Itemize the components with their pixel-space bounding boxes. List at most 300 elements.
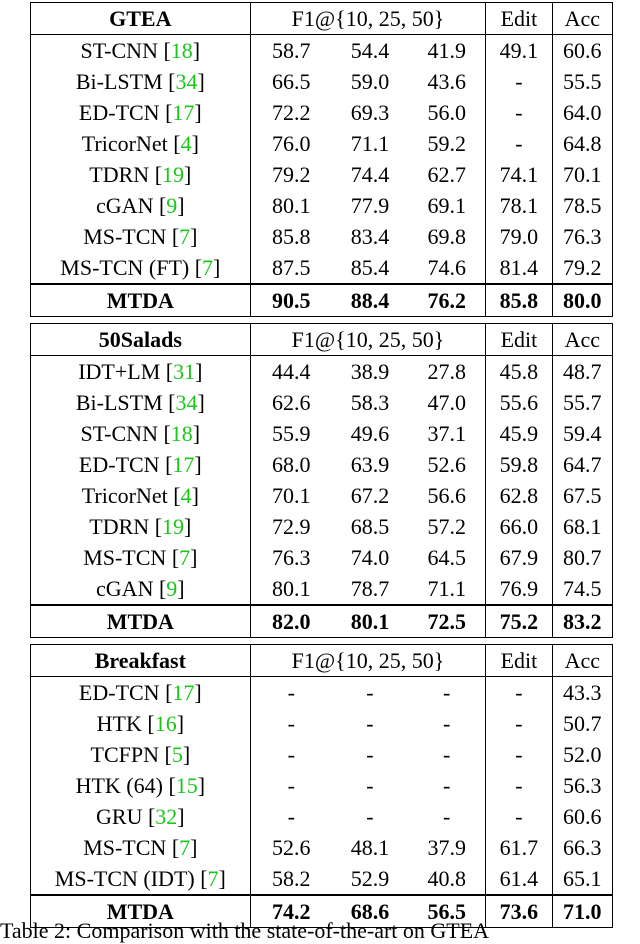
f1-10-cell: 55.9 — [250, 418, 332, 449]
citation-link[interactable]: 34 — [175, 390, 198, 415]
f1-50-cell: 69.8 — [427, 224, 466, 249]
bracket-close: ] — [177, 193, 185, 218]
table-row — [31, 770, 613, 801]
f1-10-cell: 70.1 — [250, 480, 332, 511]
table-row — [31, 739, 613, 770]
f1-25-cell: - — [366, 804, 374, 829]
edit-cell: 79.0 — [486, 221, 552, 252]
acc-cell: 66.3 — [552, 832, 612, 863]
citation-link[interactable]: 16 — [154, 711, 177, 736]
bracket-close: ] — [191, 483, 199, 508]
f1-10-cell: 74.2 — [250, 895, 332, 928]
table-row — [31, 708, 613, 739]
edit-cell: - — [486, 677, 552, 709]
method-cell — [31, 863, 251, 895]
section-header-row — [31, 3, 613, 35]
f1-10-cell: 52.6 — [250, 832, 332, 863]
table-row — [31, 573, 613, 605]
separator-cell — [552, 638, 612, 645]
bracket-open: [ — [159, 452, 173, 477]
acc-cell: 68.1 — [552, 511, 612, 542]
edit-cell: 61.7 — [486, 832, 552, 863]
bracket-close: ] — [176, 711, 185, 736]
table-row — [31, 97, 613, 128]
bracket-close: ] — [194, 100, 202, 125]
method-name: TDRN — [89, 162, 150, 187]
method-name: ED-TCN — [78, 680, 160, 705]
edit-cell: - — [486, 770, 552, 801]
method-name: Bi-LSTM — [75, 69, 163, 94]
bracket-close: ] — [194, 680, 202, 705]
method-cell — [31, 739, 251, 770]
bracket-close: ] — [184, 162, 192, 187]
bracket-close: ] — [194, 452, 202, 477]
method-name: Bi-LSTM — [75, 390, 163, 415]
bracket-close: ] — [190, 224, 198, 249]
acc-cell: 76.3 — [552, 221, 612, 252]
edit-cell: 66.0 — [486, 511, 552, 542]
f1-25-cell: 48.1 — [350, 835, 390, 860]
acc-cell: 83.2 — [552, 605, 612, 638]
bracket-open: [ — [160, 359, 174, 384]
bracket-open: [ — [142, 804, 156, 829]
f1-50-cell: 37.9 — [427, 835, 466, 860]
acc-cell: 64.8 — [552, 128, 612, 159]
bracket-open: [ — [166, 545, 180, 570]
bracket-open: [ — [166, 224, 180, 249]
f1-header: F1@{10, 25, 50} — [250, 324, 486, 356]
proposed-method-row — [31, 284, 613, 317]
bracket-close: ] — [218, 866, 226, 891]
method-name: MS-TCN — [83, 545, 167, 570]
table-row — [31, 66, 613, 97]
citation-link[interactable]: 15 — [175, 773, 198, 798]
acc-cell: 78.5 — [552, 190, 612, 221]
f1-25-cell: 77.9 — [350, 193, 390, 218]
f1-header: F1@{10, 25, 50} — [250, 3, 486, 35]
edit-cell: 75.2 — [486, 605, 552, 638]
method-cell — [31, 573, 251, 605]
acc-cell: 80.0 — [552, 284, 612, 317]
method-cell — [31, 770, 251, 801]
bracket-open: [ — [157, 421, 171, 446]
bracket-close: ] — [191, 131, 199, 156]
edit-cell: - — [486, 128, 552, 159]
edit-cell: 45.8 — [486, 356, 552, 388]
separator-cell — [250, 317, 332, 324]
citation-link[interactable]: 17 — [172, 680, 195, 705]
citation-link[interactable]: 4 — [180, 131, 192, 156]
f1-50-cell: 52.6 — [427, 452, 466, 477]
f1-50-cell: 74.6 — [427, 255, 466, 280]
f1-25-cell: 85.4 — [350, 255, 390, 280]
method-cell — [31, 35, 251, 67]
edit-cell: 49.1 — [486, 35, 552, 67]
table-row — [31, 511, 613, 542]
citation-link[interactable]: 5 — [171, 742, 183, 767]
bracket-open: [ — [141, 711, 155, 736]
method-cell — [31, 66, 251, 97]
f1-25-cell: 68.5 — [350, 514, 390, 539]
f1-50-cell: - — [443, 711, 451, 736]
citation-link[interactable]: 17 — [172, 452, 195, 477]
section-separator — [31, 638, 613, 645]
edit-cell: - — [486, 739, 552, 770]
f1-25-cell: 54.4 — [350, 38, 390, 63]
acc-header: Acc — [552, 645, 612, 677]
citation-link[interactable]: 32 — [155, 804, 178, 829]
f1-10-cell: 72.9 — [250, 511, 332, 542]
bracket-open: [ — [153, 576, 167, 601]
f1-10-cell: 76.0 — [250, 128, 332, 159]
f1-50-cell: 43.6 — [427, 69, 466, 94]
method-name: cGAN — [96, 193, 154, 218]
method-cell — [31, 832, 251, 863]
f1-10-cell: 66.5 — [250, 66, 332, 97]
bracket-close: ] — [177, 804, 185, 829]
citation-link[interactable]: 7 — [179, 835, 191, 860]
table-row — [31, 128, 613, 159]
separator-cell — [486, 638, 552, 645]
citation-link[interactable]: 18 — [170, 38, 193, 63]
f1-10-cell: 82.0 — [250, 605, 332, 638]
bracket-close: ] — [197, 69, 205, 94]
f1-50-cell: 41.9 — [427, 38, 466, 63]
table-caption: Table 2: Comparison with the state-of-the-art on GTEA — [0, 918, 490, 943]
f1-25-cell: 80.1 — [332, 605, 408, 638]
table-row — [31, 801, 613, 832]
bracket-close: ] — [184, 514, 192, 539]
acc-cell: 80.7 — [552, 542, 612, 573]
edit-header: Edit — [486, 3, 552, 35]
separator-cell — [332, 317, 408, 324]
acc-cell: 48.7 — [552, 356, 612, 388]
section-header-row — [31, 324, 613, 356]
method-name: ST-CNN — [80, 38, 158, 63]
edit-cell: 55.6 — [486, 387, 552, 418]
bracket-open: [ — [162, 773, 176, 798]
edit-cell: 81.4 — [486, 252, 552, 284]
edit-cell: 61.4 — [486, 863, 552, 895]
separator-cell — [408, 638, 486, 645]
method-cell — [31, 542, 251, 573]
f1-25-cell: 74.4 — [350, 162, 390, 187]
edit-cell: 45.9 — [486, 418, 552, 449]
citation-link[interactable]: 34 — [175, 69, 198, 94]
bracket-open: [ — [162, 390, 176, 415]
method-name: MS-TCN — [83, 835, 167, 860]
section-header-row — [31, 645, 613, 677]
acc-cell: 43.3 — [552, 677, 612, 709]
f1-50-cell: 62.7 — [427, 162, 466, 187]
acc-cell: 55.7 — [552, 387, 612, 418]
method-name: GRU — [96, 804, 143, 829]
method-name: MS-TCN — [83, 224, 167, 249]
bracket-close: ] — [182, 742, 191, 767]
method-cell — [31, 480, 251, 511]
method-cell — [31, 801, 251, 832]
bracket-open: [ — [194, 866, 208, 891]
f1-50-cell: 64.5 — [427, 545, 466, 570]
edit-cell: - — [486, 66, 552, 97]
bracket-open: [ — [162, 69, 176, 94]
f1-25-cell: 83.4 — [350, 224, 390, 249]
edit-header: Edit — [486, 324, 552, 356]
separator-cell — [408, 317, 486, 324]
edit-cell: 85.8 — [486, 284, 552, 317]
citation-link[interactable]: 19 — [162, 162, 185, 187]
f1-25-cell: - — [366, 711, 374, 736]
method-name: HTK (64) — [75, 773, 163, 798]
f1-50-cell: 72.5 — [408, 605, 486, 638]
citation-link[interactable]: 4 — [180, 483, 192, 508]
f1-10-cell: 80.1 — [250, 190, 332, 221]
f1-10-cell: 44.4 — [250, 356, 332, 388]
method-cell: MTDA — [31, 284, 251, 317]
f1-25-cell: 78.7 — [350, 576, 390, 601]
method-cell — [31, 449, 251, 480]
table-row — [31, 387, 613, 418]
f1-10-cell: - — [250, 677, 332, 709]
edit-cell: 73.6 — [486, 895, 552, 928]
acc-cell: 52.0 — [552, 739, 612, 770]
f1-25-cell: 52.9 — [350, 866, 390, 891]
edit-header: Edit — [486, 645, 552, 677]
method-name: MS-TCN (IDT) — [54, 866, 195, 891]
acc-cell: 59.4 — [552, 418, 612, 449]
method-cell — [31, 418, 251, 449]
method-name: TricorNet — [81, 131, 168, 156]
acc-header: Acc — [552, 3, 612, 35]
citation-link[interactable]: 7 — [179, 545, 191, 570]
table-row — [31, 252, 613, 284]
acc-cell: 60.6 — [552, 35, 612, 67]
f1-50-cell: 57.2 — [427, 514, 466, 539]
f1-50-cell: - — [443, 804, 451, 829]
table-row — [31, 221, 613, 252]
f1-25-cell: 58.3 — [350, 390, 390, 415]
method-cell — [31, 511, 251, 542]
citation-link[interactable]: 31 — [173, 359, 196, 384]
bracket-close: ] — [213, 255, 221, 280]
bracket-open: [ — [166, 835, 180, 860]
f1-50-cell: 56.6 — [427, 483, 466, 508]
f1-10-cell: 58.7 — [250, 35, 332, 67]
bracket-open: [ — [149, 162, 163, 187]
f1-50-cell: 76.2 — [408, 284, 486, 317]
acc-cell: 65.1 — [552, 863, 612, 895]
method-cell — [31, 708, 251, 739]
separator-cell — [31, 317, 251, 324]
bracket-open: [ — [158, 742, 172, 767]
bracket-close: ] — [192, 38, 201, 63]
section-separator — [31, 317, 613, 324]
f1-50-cell: - — [443, 773, 451, 798]
results-table — [30, 2, 613, 928]
f1-25-cell: 59.0 — [350, 69, 390, 94]
dataset-name: GTEA — [31, 3, 251, 35]
method-cell — [31, 677, 251, 709]
f1-10-cell: 90.5 — [250, 284, 332, 317]
f1-10-cell: 58.2 — [250, 863, 332, 895]
method-cell — [31, 128, 251, 159]
f1-10-cell: 80.1 — [250, 573, 332, 605]
dataset-name: 50Salads — [31, 324, 251, 356]
table-row — [31, 356, 613, 388]
bracket-close: ] — [192, 421, 201, 446]
f1-50-cell: 40.8 — [427, 866, 466, 891]
acc-cell: 71.0 — [552, 895, 612, 928]
bracket-open: [ — [189, 255, 203, 280]
method-name: cGAN — [96, 576, 154, 601]
acc-cell: 74.5 — [552, 573, 612, 605]
bracket-close: ] — [190, 545, 198, 570]
acc-cell: 64.0 — [552, 97, 612, 128]
method-name: HTK — [96, 711, 142, 736]
f1-10-cell: 79.2 — [250, 159, 332, 190]
method-cell — [31, 356, 251, 388]
edit-cell: 62.8 — [486, 480, 552, 511]
bracket-close: ] — [197, 773, 206, 798]
f1-50-cell: 59.2 — [427, 131, 466, 156]
separator-cell — [486, 317, 552, 324]
f1-50-cell: 56.0 — [427, 100, 466, 125]
f1-50-cell: 37.1 — [427, 421, 466, 446]
separator-cell — [250, 638, 332, 645]
edit-cell: - — [486, 97, 552, 128]
method-name: TricorNet — [81, 483, 168, 508]
acc-cell: 64.7 — [552, 449, 612, 480]
f1-25-cell: 69.3 — [350, 100, 390, 125]
bracket-close: ] — [197, 390, 205, 415]
edit-cell: 59.8 — [486, 449, 552, 480]
proposed-method-row — [31, 605, 613, 638]
f1-10-cell: 87.5 — [250, 252, 332, 284]
method-cell — [31, 190, 251, 221]
table-row — [31, 449, 613, 480]
acc-cell: 70.1 — [552, 159, 612, 190]
f1-10-cell: - — [250, 739, 332, 770]
bracket-open: [ — [159, 100, 173, 125]
table-row — [31, 480, 613, 511]
bracket-close: ] — [190, 835, 198, 860]
method-cell — [31, 387, 251, 418]
method-cell: MTDA — [31, 895, 251, 928]
table-row — [31, 35, 613, 67]
method-cell — [31, 252, 251, 284]
edit-cell: - — [486, 708, 552, 739]
edit-cell: 78.1 — [486, 190, 552, 221]
f1-25-cell: 74.0 — [350, 545, 390, 570]
citation-link[interactable]: 9 — [166, 576, 178, 601]
f1-25-cell: 38.9 — [350, 359, 390, 384]
method-name: MS-TCN (FT) — [60, 255, 190, 280]
method-name: TCFPN — [90, 742, 159, 767]
f1-25-cell: 88.4 — [332, 284, 408, 317]
f1-10-cell: 68.0 — [250, 449, 332, 480]
f1-10-cell: - — [250, 708, 332, 739]
citation-link[interactable]: 18 — [170, 421, 193, 446]
edit-cell: 67.9 — [486, 542, 552, 573]
separator-cell — [31, 638, 251, 645]
bracket-open: [ — [167, 131, 181, 156]
bracket-open: [ — [159, 680, 173, 705]
edit-cell: - — [486, 801, 552, 832]
f1-50-cell: 47.0 — [427, 390, 466, 415]
f1-50-cell: - — [443, 680, 451, 705]
method-name: IDT+LM — [78, 359, 161, 384]
bracket-open: [ — [149, 514, 163, 539]
f1-10-cell: 62.6 — [250, 387, 332, 418]
citation-link[interactable]: 19 — [162, 514, 185, 539]
acc-header: Acc — [552, 324, 612, 356]
citation-link[interactable]: 17 — [172, 100, 195, 125]
f1-25-cell: 49.6 — [350, 421, 390, 446]
table-row — [31, 418, 613, 449]
bracket-close: ] — [195, 359, 203, 384]
f1-25-cell: - — [366, 773, 374, 798]
f1-10-cell: - — [250, 770, 332, 801]
f1-50-cell: - — [443, 742, 451, 767]
bracket-open: [ — [153, 193, 167, 218]
citation-link[interactable]: 9 — [166, 193, 178, 218]
separator-cell — [332, 638, 408, 645]
f1-10-cell: 76.3 — [250, 542, 332, 573]
f1-50-cell: 69.1 — [427, 193, 466, 218]
f1-50-cell: 71.1 — [427, 576, 466, 601]
method-cell: MTDA — [31, 605, 251, 638]
method-cell — [31, 159, 251, 190]
f1-25-cell: 67.2 — [350, 483, 390, 508]
citation-link[interactable]: 7 — [179, 224, 191, 249]
table-row — [31, 677, 613, 709]
table-row — [31, 832, 613, 863]
method-name: ST-CNN — [80, 421, 158, 446]
f1-25-cell: 63.9 — [350, 452, 390, 477]
f1-50-cell: 56.5 — [408, 895, 486, 928]
dataset-name: Breakfast — [31, 645, 251, 677]
bracket-open: [ — [157, 38, 171, 63]
f1-10-cell: 85.8 — [250, 221, 332, 252]
edit-cell: 74.1 — [486, 159, 552, 190]
citation-link[interactable]: 7 — [202, 255, 214, 280]
method-cell — [31, 97, 251, 128]
method-cell — [31, 221, 251, 252]
f1-25-cell: 68.6 — [332, 895, 408, 928]
acc-cell: 79.2 — [552, 252, 612, 284]
bracket-close: ] — [177, 576, 185, 601]
f1-25-cell: - — [366, 680, 374, 705]
bracket-open: [ — [167, 483, 181, 508]
table-row — [31, 190, 613, 221]
f1-25-cell: 71.1 — [350, 131, 390, 156]
method-name: ED-TCN — [78, 100, 160, 125]
acc-cell: 55.5 — [552, 66, 612, 97]
f1-25-cell: - — [366, 742, 374, 767]
table-row — [31, 159, 613, 190]
acc-cell: 60.6 — [552, 801, 612, 832]
f1-header: F1@{10, 25, 50} — [250, 645, 486, 677]
f1-50-cell: 27.8 — [427, 359, 466, 384]
f1-10-cell: 72.2 — [250, 97, 332, 128]
f1-10-cell: - — [250, 801, 332, 832]
method-name: TDRN — [89, 514, 150, 539]
separator-cell — [552, 317, 612, 324]
table-row — [31, 863, 613, 895]
citation-link[interactable]: 7 — [207, 866, 219, 891]
acc-cell: 67.5 — [552, 480, 612, 511]
edit-cell: 76.9 — [486, 573, 552, 605]
